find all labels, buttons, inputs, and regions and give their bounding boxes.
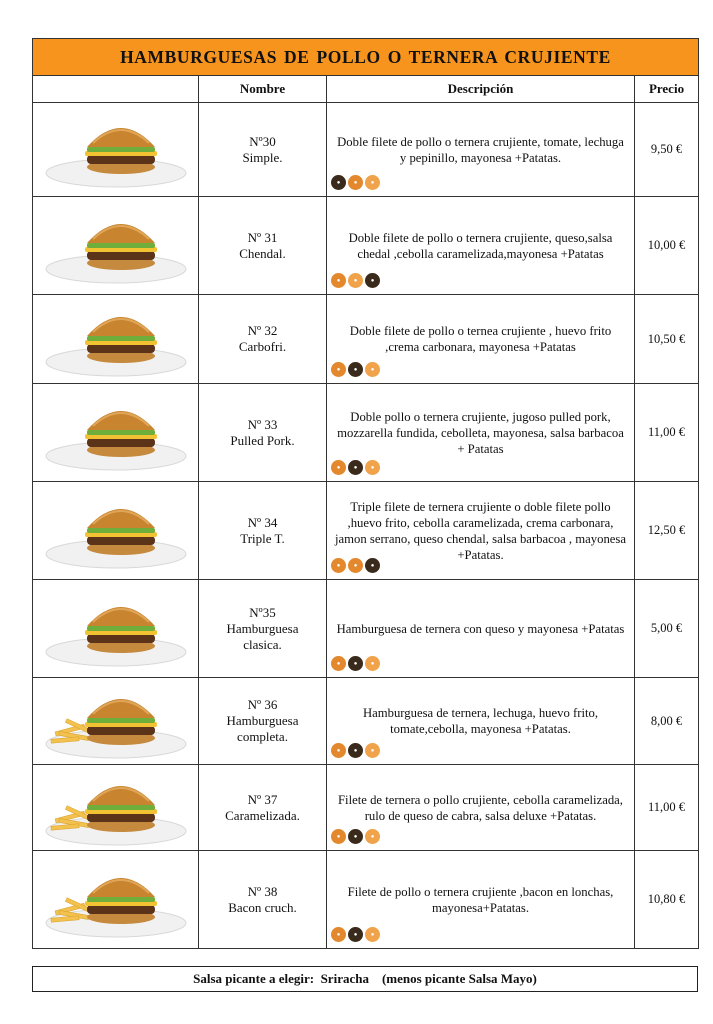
item-nombre: Nº35 Hamburguesa clasica.: [199, 580, 327, 678]
allergen-icon: ●: [331, 362, 346, 377]
allergen-icon: ●: [365, 175, 380, 190]
allergen-icon: ●: [365, 460, 380, 475]
burger-photo: [33, 678, 199, 765]
allergen-icons: [331, 558, 380, 573]
item-nombre: Nº 38 Bacon cruch.: [199, 851, 327, 949]
item-precio: 10,80 €: [635, 851, 699, 949]
menu-row: [33, 197, 699, 295]
item-nombre: Nº 37 Caramelizada.: [199, 765, 327, 851]
allergen-icons: [331, 362, 380, 377]
burger-photo: [33, 197, 199, 295]
burger-photo: [33, 851, 199, 949]
allergen-icons: [331, 927, 380, 942]
item-descripcion-cell: [327, 765, 635, 851]
burger-image: [41, 109, 191, 191]
burger-image: [41, 490, 191, 572]
item-descripcion: Doble pollo o ternera crujiente, jugoso pulled pork, mozzarella fundida, cebolleta, mayonesa, salsa barbacoa + Patatas: [337, 409, 624, 456]
allergen-icon: ●: [365, 273, 380, 288]
allergen-icon: ●: [348, 743, 363, 758]
allergen-icon: ●: [331, 743, 346, 758]
burger-photo: [33, 580, 199, 678]
item-precio: 11,00 €: [635, 765, 699, 851]
item-precio: 9,50 €: [635, 103, 699, 197]
allergen-icons: [331, 273, 380, 288]
item-nombre: Nº 36 Hamburguesa completa.: [199, 678, 327, 765]
allergen-icon: ●: [365, 558, 380, 573]
allergen-icon: ●: [348, 656, 363, 671]
burger-photo: [33, 482, 199, 580]
item-precio: 10,50 €: [635, 295, 699, 384]
item-nombre: Nº 34 Triple T.: [199, 482, 327, 580]
item-descripcion: Doble filete de pollo o ternera crujiente, queso,salsa chedal ,cebolla caramelizada,mayonesa +Patatas: [348, 230, 613, 261]
allergen-icon: ●: [331, 460, 346, 475]
item-precio: 11,00 €: [635, 384, 699, 482]
allergen-icon: ●: [348, 829, 363, 844]
allergen-icon: ●: [365, 362, 380, 377]
item-descripcion: Filete de ternera o pollo crujiente, cebolla caramelizada, rulo de queso de cabra, salsa deluxe +Patatas.: [338, 792, 623, 823]
menu-title: HAMBURGUESAS DE POLLO O TERNERA CRUJIENTE: [33, 39, 699, 76]
header-row: [33, 76, 699, 103]
allergen-icon: ●: [365, 927, 380, 942]
allergen-icon: ●: [331, 175, 346, 190]
item-descripcion: Hamburguesa de ternera con queso y mayonesa +Patatas: [336, 621, 625, 636]
allergen-icons: [331, 829, 380, 844]
allergen-icon: ●: [348, 460, 363, 475]
item-descripcion: Filete de pollo o ternera crujiente ,bacon en lonchas, mayonesa+Patatas.: [347, 884, 614, 915]
header-descripcion: Descripción: [327, 76, 635, 103]
item-descripcion-cell: [327, 678, 635, 765]
item-descripcion-cell: [327, 384, 635, 482]
allergen-icon: ●: [365, 656, 380, 671]
item-precio: 5,00 €: [635, 580, 699, 678]
burger-image: [41, 859, 191, 941]
item-descripcion: Doble filete de pollo o ternera crujiente, tomate, lechuga y pepinillo, mayonesa +Patatas.: [337, 134, 624, 165]
item-descripcion: Hamburguesa de ternera, lechuga, huevo frito, tomate,cebolla, mayonesa +Patatas.: [362, 706, 599, 736]
menu-row: [33, 295, 699, 384]
burger-photo: [33, 765, 199, 851]
allergen-icon: ●: [331, 829, 346, 844]
item-descripcion: Triple filete de ternera crujiente o doble filete pollo ,huevo frito, cebolla caramelizada, crema carbonara, jamon serrano, queso chendal, salsa barbacoa , mayonesa +Patatas.: [335, 499, 626, 562]
allergen-icon: ●: [365, 743, 380, 758]
item-nombre: Nº 32 Carbofri.: [199, 295, 327, 384]
item-nombre: Nº 31 Chendal.: [199, 197, 327, 295]
menu-table: [32, 38, 699, 949]
menu-row: [33, 580, 699, 678]
menu-row: [33, 482, 699, 580]
item-nombre: Nº30 Simple.: [199, 103, 327, 197]
item-descripcion-cell: [327, 482, 635, 580]
menu-row: [33, 384, 699, 482]
allergen-icon: ●: [348, 273, 363, 288]
burger-image: [41, 767, 191, 849]
item-nombre: Nº 33 Pulled Pork.: [199, 384, 327, 482]
item-precio: 8,00 €: [635, 678, 699, 765]
header-nombre: Nombre: [199, 76, 327, 103]
burger-photo: [33, 384, 199, 482]
allergen-icons: [331, 656, 380, 671]
menu-row: [33, 103, 699, 197]
allergen-icon: ●: [331, 558, 346, 573]
header-image: [33, 76, 199, 103]
item-descripcion-cell: [327, 580, 635, 678]
allergen-icon: ●: [348, 175, 363, 190]
allergen-icon: ●: [331, 656, 346, 671]
burger-photo: [33, 295, 199, 384]
salsa-footer: Salsa picante a elegir: Sriracha (menos picante Salsa Mayo): [32, 966, 698, 992]
allergen-icons: [331, 743, 380, 758]
item-precio: 12,50 €: [635, 482, 699, 580]
item-descripcion-cell: [327, 103, 635, 197]
burger-image: [41, 392, 191, 474]
header-precio: Precio: [635, 76, 699, 103]
item-descripcion: Doble filete de pollo o ternea crujiente , huevo frito ,crema carbonara, mayonesa +Patatas: [349, 324, 612, 354]
burger-photo: [33, 103, 199, 197]
item-descripcion-cell: [327, 851, 635, 949]
allergen-icons: [331, 175, 380, 190]
allergen-icon: ●: [348, 362, 363, 377]
allergen-icon: ●: [348, 927, 363, 942]
allergen-icon: ●: [365, 829, 380, 844]
allergen-icon: ●: [331, 273, 346, 288]
burger-image: [41, 680, 191, 762]
burger-image: [41, 205, 191, 287]
burger-image: [41, 298, 191, 380]
item-precio: 10,00 €: [635, 197, 699, 295]
burger-image: [41, 588, 191, 670]
menu-row: [33, 765, 699, 851]
allergen-icons: [331, 460, 380, 475]
allergen-icon: ●: [348, 558, 363, 573]
allergen-icon: ●: [331, 927, 346, 942]
item-descripcion-cell: [327, 295, 635, 384]
menu-row: [33, 851, 699, 949]
menu-row: [33, 678, 699, 765]
item-descripcion-cell: [327, 197, 635, 295]
